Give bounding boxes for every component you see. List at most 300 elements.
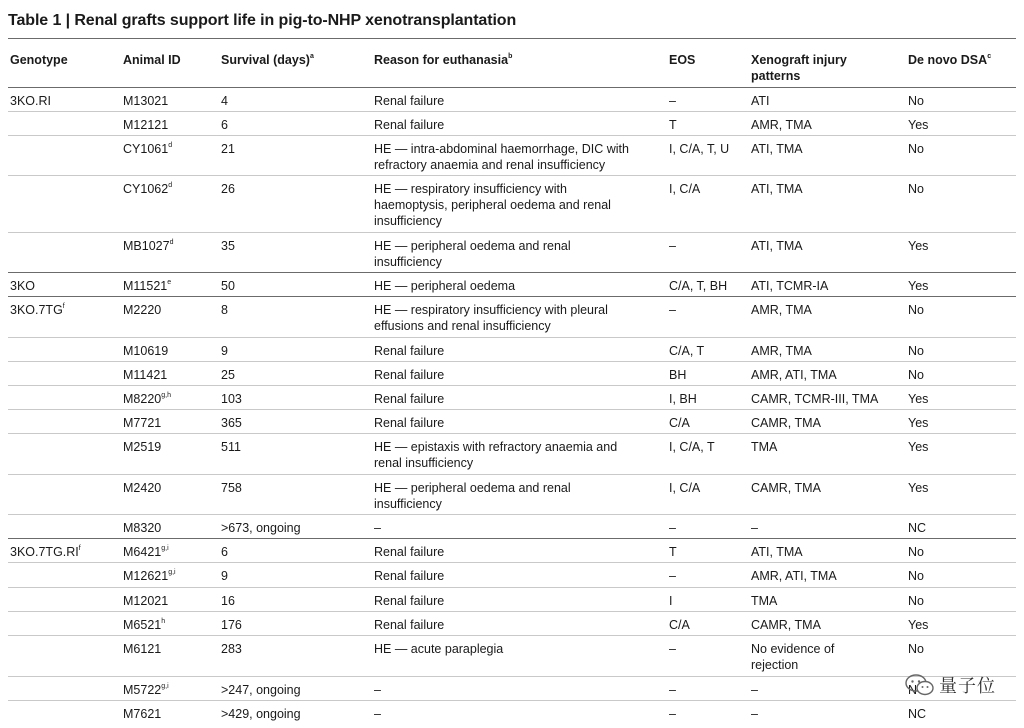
- cell-eos: [669, 302, 676, 318]
- cell-reason: [374, 117, 444, 133]
- cell-reason-line: Renal failure: [374, 344, 445, 358]
- cell-dsa-text: NC: [908, 707, 927, 721]
- cell-survival-text: 21: [221, 142, 235, 156]
- cell-injury: [751, 415, 821, 431]
- cell-injury-line: AMR, ATI, TMA: [751, 569, 837, 583]
- cell-animal-id-text: MB1027: [123, 239, 170, 253]
- cell-animal-id-text: M13021: [123, 94, 169, 108]
- cell-reason: [374, 544, 444, 560]
- cell-survival-text: 9: [221, 569, 228, 583]
- cell-eos: [669, 278, 727, 294]
- cell-eos: [669, 706, 676, 722]
- cell-dsa: [908, 415, 928, 431]
- cell-animal-id-text: M11421: [123, 368, 168, 382]
- row-rule: [8, 587, 1016, 588]
- cell-genotype-text: 3KO.7TG.RI: [10, 545, 79, 559]
- cell-survival-text: 26: [221, 182, 235, 196]
- cell-dsa-text: No: [908, 142, 924, 156]
- cell-animal-id: [123, 544, 169, 560]
- row-rule: [8, 111, 1016, 112]
- cell-dsa-text: Yes: [908, 279, 929, 293]
- cell-survival: [221, 682, 301, 698]
- cell-injury-line: –: [751, 521, 758, 535]
- cell-injury: [751, 568, 837, 584]
- cell-reason: [374, 391, 444, 407]
- cell-animal-id: [123, 391, 171, 407]
- cell-genotype-text: 3KO.7TG: [10, 303, 63, 317]
- cell-reason: [374, 682, 381, 698]
- cell-eos-text: I, C/A: [669, 182, 701, 196]
- cell-animal-id: [123, 617, 165, 633]
- cell-animal-id: [123, 682, 169, 698]
- cell-eos-text: –: [669, 683, 676, 697]
- cell-reason: [374, 343, 444, 359]
- header-dsa: De novo DSA$^c$: [908, 53, 992, 67]
- cell-dsa: [908, 391, 928, 407]
- cell-injury: [751, 117, 812, 133]
- cell-survival-text: 6: [221, 118, 228, 132]
- cell-survival-text: >429, ongoing: [221, 707, 301, 721]
- cell-animal-id: [123, 343, 168, 359]
- cell-dsa-text: No: [908, 368, 924, 382]
- cell-eos: [669, 617, 690, 633]
- cell-reason-line: Renal failure: [374, 94, 445, 108]
- cell-injury: [751, 439, 777, 455]
- cell-dsa-text: No: [908, 94, 924, 108]
- cell-animal-id-text: M6421: [123, 545, 162, 559]
- cell-eos-text: I, C/A, T, U: [669, 142, 730, 156]
- header-survival: Survival (days)$^a$: [221, 53, 314, 67]
- cell-eos: [669, 480, 700, 496]
- cell-genotype-text: 3KO: [10, 279, 36, 293]
- cell-genotype: [10, 93, 51, 109]
- cell-eos-text: –: [669, 569, 676, 583]
- row-rule: [8, 175, 1016, 176]
- cell-injury: [751, 93, 770, 109]
- cell-animal-id-text: M12621: [123, 569, 169, 583]
- cell-reason-line: effusions and renal insufficiency: [374, 319, 551, 333]
- cell-survival: [221, 593, 235, 609]
- cell-injury: [751, 544, 803, 560]
- cell-reason: [374, 706, 381, 722]
- cell-dsa: [908, 641, 924, 657]
- cell-survival: [221, 391, 242, 407]
- cell-reason: [374, 302, 608, 334]
- cell-survival: [221, 181, 235, 197]
- cell-animal-id-text: CY1061: [123, 142, 169, 156]
- cell-animal-id-text: M2519: [123, 440, 162, 454]
- cell-dsa-text: N: [908, 683, 918, 697]
- cell-eos-text: BH: [669, 368, 687, 382]
- cell-eos: [669, 439, 715, 455]
- row-rule: [8, 385, 1016, 386]
- cell-reason-line: insufficiency: [374, 255, 442, 269]
- cell-survival: [221, 520, 301, 536]
- cell-survival: [221, 439, 241, 455]
- cell-eos: [669, 391, 697, 407]
- cell-eos: [669, 117, 677, 133]
- row-rule: [8, 433, 1016, 434]
- cell-dsa: [908, 343, 924, 359]
- cell-reason: [374, 617, 444, 633]
- cell-reason-line: Renal failure: [374, 545, 445, 559]
- cell-injury-line: ATI, TCMR-IA: [751, 279, 829, 293]
- cell-dsa-text: Yes: [908, 239, 929, 253]
- cell-eos-text: I, BH: [669, 392, 697, 406]
- cell-survival-text: 283: [221, 642, 242, 656]
- cell-dsa: [908, 238, 928, 254]
- cell-reason-line: HE — acute paraplegia: [374, 642, 504, 656]
- cell-survival-text: 511: [221, 440, 241, 454]
- cell-dsa: [908, 480, 928, 496]
- cell-survival: [221, 93, 228, 109]
- cell-animal-id: [123, 439, 161, 455]
- cell-reason: [374, 181, 611, 229]
- cell-animal-id: [123, 181, 172, 197]
- cell-dsa-text: Yes: [908, 440, 929, 454]
- cell-reason-line: refractory anaemia and renal insufficiency: [374, 158, 606, 172]
- cell-survival: [221, 568, 228, 584]
- cell-dsa: [908, 278, 928, 294]
- cell-dsa-text: No: [908, 182, 924, 196]
- cell-eos: [669, 593, 672, 609]
- cell-injury: [751, 278, 828, 294]
- row-rule: [8, 514, 1016, 515]
- cell-survival: [221, 617, 242, 633]
- cell-dsa-text: No: [908, 344, 924, 358]
- cell-survival: [221, 706, 301, 722]
- footnote-marker: g,i: [161, 683, 169, 690]
- cell-reason: [374, 238, 571, 270]
- cell-survival-text: 176: [221, 618, 242, 632]
- cell-dsa-text: Yes: [908, 118, 929, 132]
- cell-survival: [221, 141, 235, 157]
- cell-injury-line: rejection: [751, 658, 799, 672]
- cell-injury: [751, 238, 803, 254]
- cell-injury-line: CAMR, TCMR-III, TMA: [751, 392, 879, 406]
- cell-eos-text: I: [669, 594, 673, 608]
- cell-eos-text: T: [669, 118, 677, 132]
- footnote-marker: g,i: [161, 545, 169, 552]
- cell-survival-text: 9: [221, 344, 228, 358]
- cell-reason-line: HE — epistaxis with refractory anaemia and: [374, 440, 618, 454]
- cell-animal-id-text: M7621: [123, 707, 162, 721]
- cell-animal-id-text: M6121: [123, 642, 162, 656]
- cell-reason: [374, 415, 444, 431]
- cell-injury-line: TMA: [751, 440, 778, 454]
- cell-injury-line: ATI: [751, 94, 770, 108]
- cell-survival: [221, 544, 228, 560]
- cell-reason-line: HE — peripheral oedema: [374, 279, 516, 293]
- header-reason: Reason for euthanasia$^b$: [374, 53, 513, 67]
- cell-survival-text: >247, ongoing: [221, 683, 301, 697]
- row-rule: [8, 409, 1016, 410]
- cell-reason: [374, 593, 444, 609]
- cell-dsa: [908, 706, 926, 722]
- cell-animal-id: [123, 415, 161, 431]
- cell-survival: [221, 415, 242, 431]
- cell-survival-text: 365: [221, 416, 242, 430]
- cell-dsa: [908, 439, 928, 455]
- cell-survival-text: 4: [221, 94, 228, 108]
- top-rule: [8, 38, 1016, 39]
- cell-survival-text: 8: [221, 303, 228, 317]
- cell-eos: [669, 682, 676, 698]
- cell-reason: [374, 439, 617, 471]
- cell-animal-id: [123, 480, 161, 496]
- cell-survival-text: 16: [221, 594, 235, 608]
- cell-animal-id-text: M12021: [123, 594, 169, 608]
- cell-reason: [374, 93, 444, 109]
- cell-eos-text: C/A: [669, 416, 690, 430]
- cell-eos: [669, 343, 704, 359]
- cell-reason-line: HE — intra-abdominal haemorrhage, DIC with: [374, 142, 629, 156]
- cell-reason-line: HE — peripheral oedema and renal: [374, 481, 571, 495]
- cell-survival: [221, 343, 228, 359]
- footnote-marker: e: [167, 279, 172, 286]
- row-rule: [8, 474, 1016, 475]
- cell-reason-line: Renal failure: [374, 569, 445, 583]
- cell-reason: [374, 141, 629, 173]
- cell-animal-id: [123, 593, 168, 609]
- cell-eos-text: I, C/A, T: [669, 440, 715, 454]
- cell-reason-line: Renal failure: [374, 594, 445, 608]
- footnote-marker: f: [78, 545, 81, 552]
- cell-injury-line: No evidence of: [751, 642, 835, 656]
- cell-injury-line: ATI, TMA: [751, 142, 803, 156]
- cell-animal-id-text: M12121: [123, 118, 169, 132]
- header-rule: [8, 87, 1016, 88]
- cell-injury-line: ATI, TMA: [751, 182, 803, 196]
- cell-injury: [751, 391, 878, 407]
- cell-reason-line: haemoptysis, peripheral oedema and renal: [374, 198, 611, 212]
- cell-reason-line: HE — respiratory insufficiency with pleural: [374, 303, 608, 317]
- cell-reason-line: Renal failure: [374, 416, 445, 430]
- cell-injury: [751, 480, 821, 496]
- cell-survival-text: 6: [221, 545, 228, 559]
- cell-dsa-text: Yes: [908, 416, 929, 430]
- cell-animal-id: [123, 641, 161, 657]
- cell-animal-id: [123, 367, 167, 383]
- cell-injury-line: ATI, TMA: [751, 239, 803, 253]
- cell-animal-id-text: M8220: [123, 392, 162, 406]
- cell-dsa: [908, 544, 924, 560]
- cell-eos: [669, 415, 690, 431]
- cell-eos-text: C/A, T: [669, 344, 705, 358]
- cell-dsa: [908, 93, 924, 109]
- cell-reason-line: Renal failure: [374, 118, 445, 132]
- cell-animal-id-text: M2420: [123, 481, 162, 495]
- cell-injury: [751, 181, 803, 197]
- cell-animal-id: [123, 278, 171, 294]
- cell-injury-line: CAMR, TMA: [751, 481, 821, 495]
- row-rule: [8, 361, 1016, 362]
- header-injury-patterns: Xenograft injury patterns: [751, 53, 847, 83]
- group-rule: [8, 272, 1016, 273]
- cell-dsa-text: No: [908, 303, 924, 317]
- cell-genotype-text: 3KO.RI: [10, 94, 51, 108]
- cell-dsa-text: Yes: [908, 481, 929, 495]
- header-eos: EOS: [669, 53, 696, 67]
- cell-animal-id-text: M6521: [123, 618, 162, 632]
- cell-animal-id-text: CY1062: [123, 182, 169, 196]
- cell-reason: [374, 480, 571, 512]
- cell-dsa: [908, 117, 928, 133]
- cell-dsa: [908, 141, 924, 157]
- cell-reason-line: Renal failure: [374, 368, 445, 382]
- cell-reason-line: HE — respiratory insufficiency with: [374, 182, 567, 196]
- cell-eos-text: C/A: [669, 618, 690, 632]
- cell-animal-id: [123, 93, 168, 109]
- footnote-marker: d: [169, 239, 174, 246]
- cell-survival: [221, 117, 228, 133]
- cell-dsa-text: Yes: [908, 618, 929, 632]
- cell-survival: [221, 367, 235, 383]
- group-rule: [8, 296, 1016, 297]
- cell-animal-id-text: M7721: [123, 416, 162, 430]
- cell-dsa-text: No: [908, 642, 924, 656]
- footnote-marker: h: [161, 618, 166, 625]
- cell-eos-text: –: [669, 707, 676, 721]
- cell-dsa-text: No: [908, 569, 924, 583]
- footnote-marker: g,h: [161, 392, 171, 399]
- cell-injury-line: TMA: [751, 594, 778, 608]
- table-title: Table 1 | Renal grafts support life in pig-to-NHP xenotransplantation: [8, 12, 517, 29]
- cell-animal-id: [123, 520, 161, 536]
- cell-genotype: [10, 302, 65, 318]
- cell-animal-id-text: M11521: [123, 279, 168, 293]
- cell-eos: [669, 141, 729, 157]
- cell-survival-text: 103: [221, 392, 242, 406]
- cell-animal-id: [123, 706, 161, 722]
- cell-animal-id: [123, 141, 172, 157]
- cell-injury-line: CAMR, TMA: [751, 618, 821, 632]
- cell-animal-id-text: M8320: [123, 521, 162, 535]
- cell-animal-id-text: M5722: [123, 683, 162, 697]
- cell-reason-line: renal insufficiency: [374, 456, 474, 470]
- cell-animal-id: [123, 117, 168, 133]
- cell-eos: [669, 520, 676, 536]
- cell-survival-text: 25: [221, 368, 235, 382]
- cell-eos: [669, 641, 676, 657]
- cell-reason-line: HE — peripheral oedema and renal: [374, 239, 571, 253]
- cell-reason-line: –: [374, 707, 381, 721]
- cell-dsa-text: Yes: [908, 392, 929, 406]
- cell-eos-text: –: [669, 94, 676, 108]
- row-rule: [8, 232, 1016, 233]
- cell-injury: [751, 641, 834, 673]
- cell-survival: [221, 480, 242, 496]
- cell-eos: [669, 181, 700, 197]
- row-rule: [8, 700, 1016, 701]
- group-rule: [8, 538, 1016, 539]
- cell-injury: [751, 343, 812, 359]
- cell-reason-line: –: [374, 683, 381, 697]
- cell-survival-text: 758: [221, 481, 242, 495]
- cell-genotype: [10, 544, 81, 560]
- cell-injury-line: AMR, TMA: [751, 344, 812, 358]
- row-rule: [8, 562, 1016, 563]
- cell-survival-text: >673, ongoing: [221, 521, 301, 535]
- footnote-marker: d: [168, 182, 173, 189]
- cell-animal-id-text: M10619: [123, 344, 169, 358]
- cell-survival: [221, 238, 235, 254]
- cell-eos-text: –: [669, 239, 676, 253]
- cell-injury: [751, 367, 837, 383]
- cell-reason-line: insufficiency: [374, 214, 442, 228]
- cell-reason-line: Renal failure: [374, 618, 445, 632]
- cell-eos: [669, 367, 686, 383]
- cell-reason: [374, 568, 444, 584]
- cell-animal-id-text: M2220: [123, 303, 162, 317]
- cell-animal-id: [123, 568, 176, 584]
- cell-reason-line: –: [374, 521, 381, 535]
- cell-dsa: [908, 568, 924, 584]
- row-rule: [8, 635, 1016, 636]
- cell-eos: [669, 568, 676, 584]
- row-rule: [8, 676, 1016, 677]
- cell-eos-text: –: [669, 303, 676, 317]
- cell-injury: [751, 593, 777, 609]
- cell-survival-text: 50: [221, 279, 235, 293]
- cell-eos: [669, 93, 676, 109]
- cell-injury: [751, 520, 758, 536]
- cell-survival: [221, 278, 235, 294]
- cell-eos: [669, 238, 676, 254]
- cell-injury-line: AMR, TMA: [751, 118, 812, 132]
- cell-survival-text: 35: [221, 239, 235, 253]
- cell-eos-text: –: [669, 521, 676, 535]
- cell-injury-line: AMR, ATI, TMA: [751, 368, 837, 382]
- watermark-text: 量子位: [939, 676, 996, 696]
- footnote-marker: f: [62, 303, 65, 310]
- header-animal-id: Animal ID: [123, 53, 181, 67]
- cell-eos-text: T: [669, 545, 677, 559]
- cell-dsa: [908, 593, 924, 609]
- cell-reason: [374, 641, 503, 657]
- row-rule: [8, 611, 1016, 612]
- cell-injury: [751, 617, 821, 633]
- cell-animal-id: [123, 302, 161, 318]
- cell-injury-line: –: [751, 683, 758, 697]
- cell-genotype: [10, 278, 35, 294]
- cell-eos-text: I, C/A: [669, 481, 701, 495]
- cell-injury: [751, 706, 758, 722]
- footnote-marker: g,i: [168, 569, 176, 576]
- cell-dsa: [908, 367, 924, 383]
- cell-survival: [221, 302, 228, 318]
- cell-animal-id: [123, 238, 173, 254]
- cell-injury: [751, 682, 758, 698]
- cell-survival: [221, 641, 242, 657]
- cell-injury: [751, 302, 812, 318]
- cell-injury: [751, 141, 803, 157]
- cell-dsa-text: NC: [908, 521, 927, 535]
- cell-reason-line: insufficiency: [374, 497, 442, 511]
- cell-eos: [669, 544, 677, 560]
- cell-dsa: [908, 520, 926, 536]
- cell-dsa-text: No: [908, 545, 924, 559]
- cell-eos-text: C/A, T, BH: [669, 279, 728, 293]
- wechat-icon: [905, 674, 935, 696]
- row-rule: [8, 135, 1016, 136]
- cell-injury-line: ATI, TMA: [751, 545, 803, 559]
- watermark: [905, 672, 996, 698]
- cell-dsa-text: No: [908, 594, 924, 608]
- cell-injury-line: –: [751, 707, 758, 721]
- cell-reason-line: Renal failure: [374, 392, 445, 406]
- cell-reason: [374, 520, 381, 536]
